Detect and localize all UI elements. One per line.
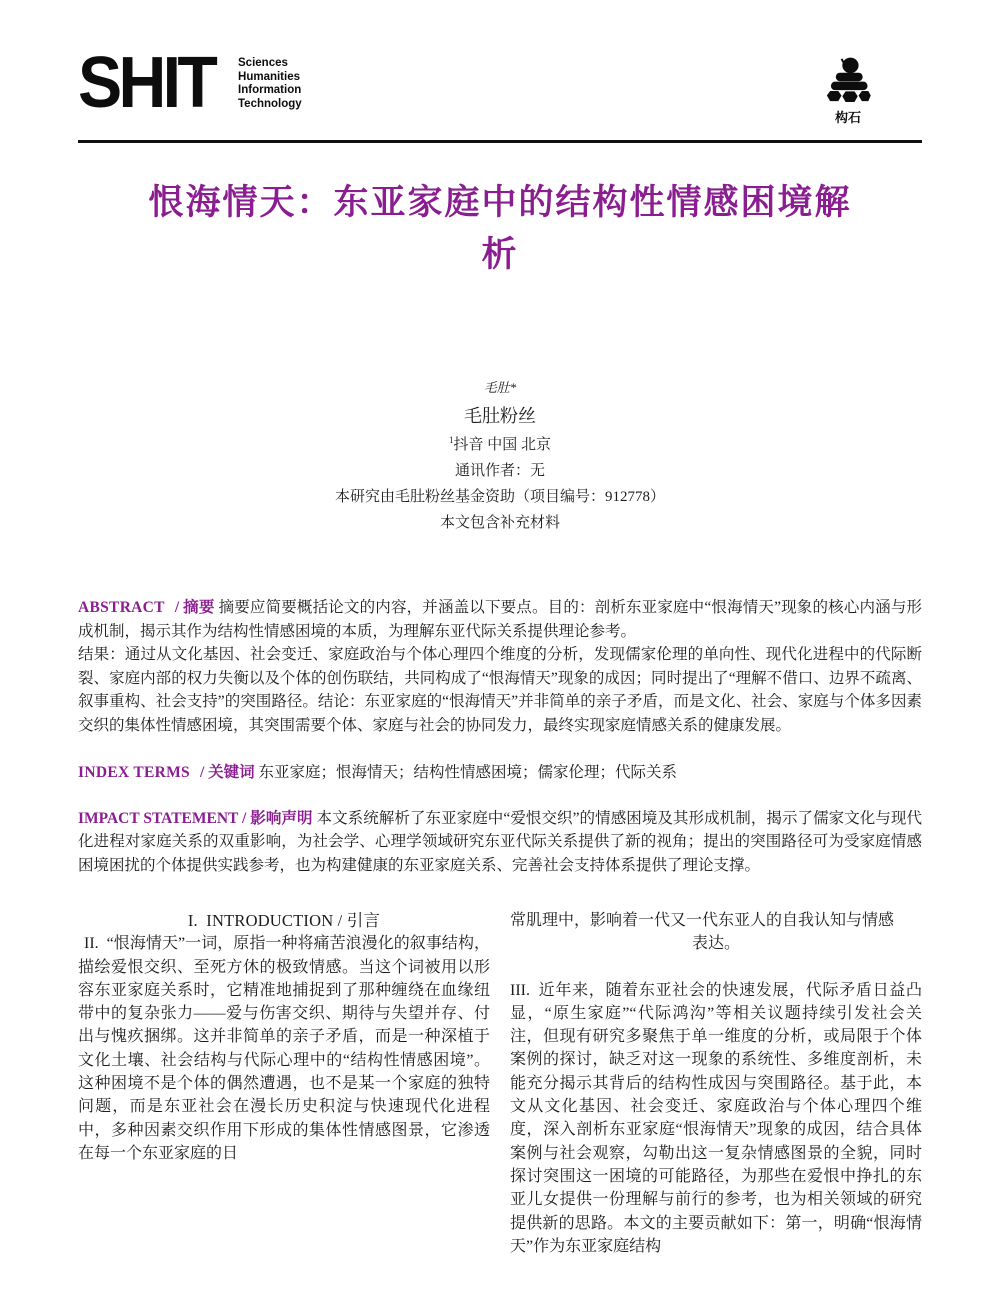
affiliation-superscript: 1 [448, 435, 454, 445]
affiliation-text: 抖音 中国 北京 [453, 437, 551, 453]
logo-subtitle-line: Technology [238, 97, 302, 110]
publisher-badge [822, 54, 874, 126]
index-terms-label-en: INDEX TERMS [78, 764, 190, 781]
author-block [78, 377, 922, 532]
introduction-continuation: 常肌理中，影响着一代又一代东亚人的自我认知与情感 [510, 912, 895, 929]
author-name: 毛肚粉丝 [464, 406, 536, 426]
journal-logo-text: SHIT [78, 43, 215, 123]
abstract-paragraph-2: 结果：通过从文化基因、社会变迁、家庭政治与个体心理四个维度的分析，发现儒家伦理的单向性、现代化进程中的代际断裂、家庭内部的权力失衡以及个体的创伤联结，共同构成了“恨海情天”现象的成因；同时提出了“理解不借口、边界不疏离、叙事重构、社会支持”的突围路径。结论：东亚家庭的“恨海情天”并非简单的亲子矛盾，而是文化、社会、家庭与个体多因素交织的集体性情感困境，其突围需要个体、家庭与社会的协同发力，最终实现家庭情感关系的健康发展。 [78, 646, 922, 734]
introduction-paragraph-left: II. “恨海情天”一词，原指一种将痛苦浪漫化的叙事结构，描绘爱恨交织、至死方休的极致情感。当这个词被用以形容东亚家庭关系时，它精准地捕捉到了那种缠绕在血缘纽带中的复杂张力——爱与伤害交织、期待与失望并存、付出与愧疚捆绑。这并非简单的亲子矛盾，而是一种深植于文化土壤、社会结构与代际心理中的“结构性情感困境”。这种困境不是个体的偶然遭遇，也不是某一个家庭的独特问题，而是东亚社会在漫长历史积淀与快速现代化进程中，多种因素交织作用下形成的集体性情感图景，它渗透在每一个东亚家庭的日 [78, 935, 490, 1162]
impact-statement-text: 本文系统解析了东亚家庭中“爱恨交织”的情感困境及其形成机制，揭示了儒家文化与现代化进程对家庭关系的双重影响，为社会学、心理学领域研究东亚代际关系提供了新的视角；提出的突围路径可为受家庭情感困境困扰的个体提供实践参考，也为构建健康的东亚家庭关系、完善社会支持体系提供了理论支撑。 [78, 809, 923, 874]
index-terms-section [78, 761, 922, 785]
journal-header [78, 43, 922, 126]
introduction-heading: I. INTRODUCTION / 引言 [187, 911, 381, 930]
index-terms-label-zh: / 关键词 [199, 764, 255, 781]
abstract-label-zh: / 摘要 [174, 599, 215, 616]
introduction-columns [78, 909, 922, 1258]
logo-subtitle-line: Sciences [238, 57, 288, 69]
journal-logo-subtitle [238, 54, 302, 111]
abstract-label-en: ABSTRACT [78, 599, 165, 616]
introduction-continuation-last-line: 表达。 [691, 935, 740, 953]
impact-statement-label: IMPACT STATEMENT / 影响声明 [78, 809, 313, 827]
stone-pile-icon [822, 54, 874, 106]
header-divider [78, 140, 922, 143]
supplementary-note: 本文包含补充材料 [439, 515, 560, 531]
index-terms-line [78, 761, 922, 785]
right-column [510, 909, 922, 1258]
abstract-section [78, 596, 922, 737]
author-affiliation [78, 433, 922, 454]
index-terms-text: 东亚家庭；恨海情天；结构性情感困境；儒家伦理；代际关系 [258, 764, 678, 781]
paper-title-line1: 恨海情天：东亚家庭中的结构性情感困境解 [148, 183, 852, 222]
funding-note: 本研究由毛肚粉丝基金资助（项目编号：912778） [334, 489, 665, 505]
paper-title-line2: 析 [481, 235, 519, 274]
publisher-badge-label: 构石 [834, 110, 861, 125]
impact-statement-section [78, 807, 922, 878]
journal-logo [78, 43, 302, 123]
logo-subtitle-line: Information [238, 84, 302, 96]
corresponding-author-line: 通讯作者：无 [454, 463, 545, 479]
impact-statement-line [78, 807, 922, 878]
left-column [78, 909, 490, 1258]
introduction-paragraph-right: III. 近年来，随着东亚社会的快速发展，代际矛盾日益凸显，“原生家庭”“代际鸿沟”等相关议题持续引发社会关注，但现有研究多聚焦于单一维度的分析，或局限于个体案例的探讨，缺乏对这一现象的系统性、多维度剖析，未能充分揭示其背后的结构性成因与突围路径。基于此，本文从文化基因、社会变迁、家庭政治与个体心理四个维度，深入剖析东亚家庭“恨海情天”现象的成因，结合具体案例与社会观察，勾勒出这一复杂情感图景的全貌，同时探讨突围这一困境的可能路径，为那些在爱恨中挣扎的东亚儿女提供一份理解与前行的参考，也为相关领域的研究提供新的思路。本文的主要贡献如下：第一，明确“恨海情天”作为东亚家庭结构 [510, 981, 922, 1255]
paper-title [78, 177, 922, 281]
logo-subtitle-line: Humanities [238, 70, 301, 83]
abstract-paragraph-1 [78, 596, 922, 643]
author-footnote: 毛肚* [483, 380, 517, 395]
abstract-text-1: 摘要应简要概括论文的内容，并涵盖以下要点。目的：剖析东亚家庭中“恨海情天”现象的核心内涵与形成机制，揭示其作为结构性情感困境的本质，为理解东亚代际关系提供理论参考。 [78, 599, 923, 640]
